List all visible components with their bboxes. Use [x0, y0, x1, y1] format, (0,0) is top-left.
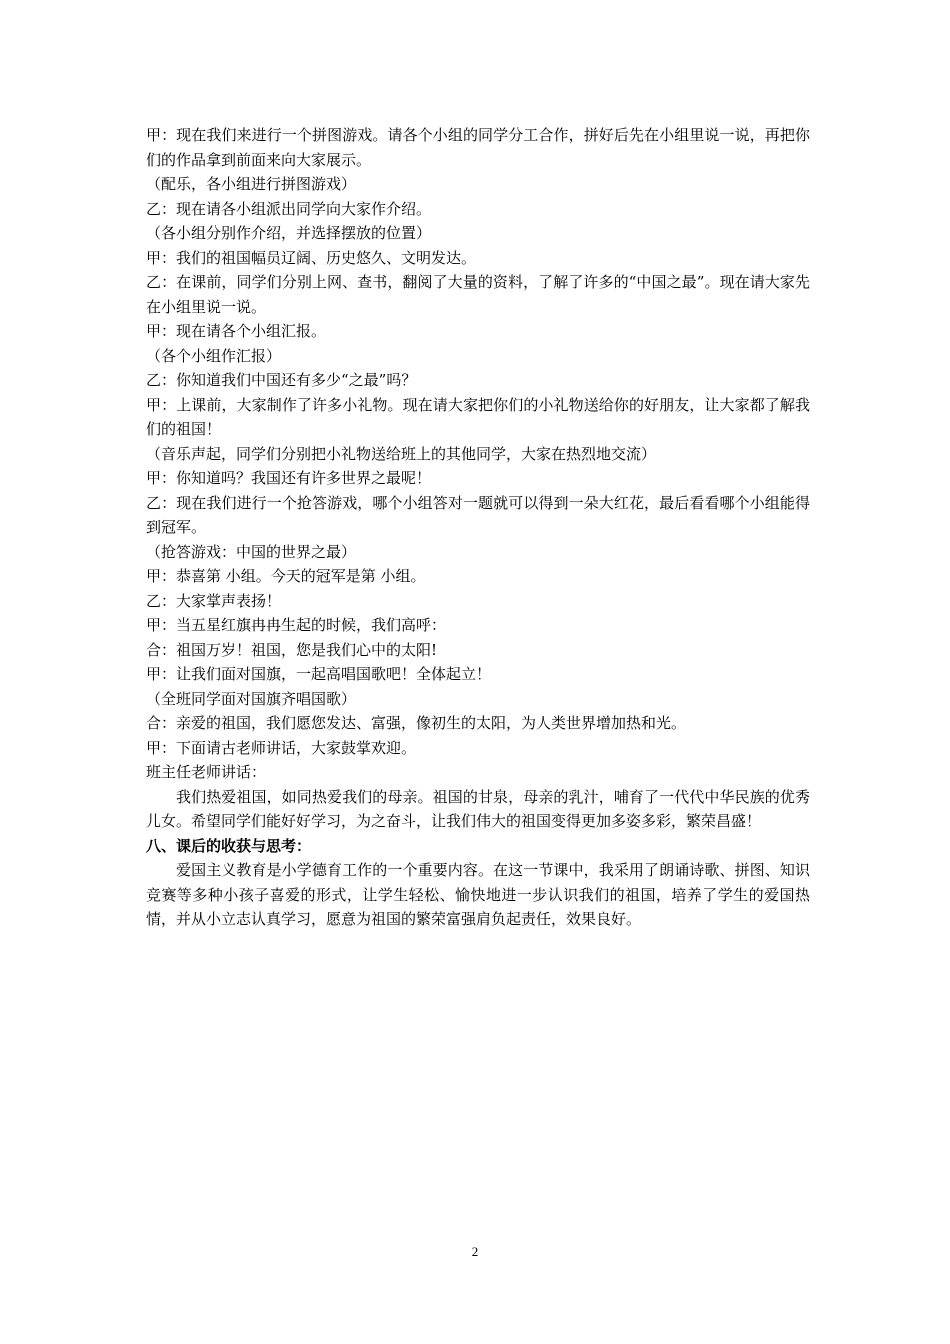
stage-direction: （配乐，各小组进行拼图游戏） — [146, 175, 357, 193]
dialogue-line: 甲：当五星红旗冉冉生起的时候，我们高呼： — [146, 616, 447, 634]
dialogue-line: 甲：我们的祖国幅员辽阔、历史悠久、文明发达。 — [146, 248, 477, 267]
dialogue-line: 合：亲爱的祖国，我们愿您发达、富强，像初生的太阳，为人类世界增加热和光。 — [146, 714, 687, 732]
dialogue-line: 合：祖国万岁！祖国，您是我们心中的太阳! — [146, 640, 438, 659]
teacher-speech-paragraph: 我们热爱祖国，如同热爱我们的母亲。祖国的甘泉，母亲的乳汁，哺育了一代代中华民族的优秀儿女。希望同学们能好好学习，为之奋斗，让我们伟大的祖国变得更加多姿多彩，繁荣昌盛！ — [146, 787, 810, 830]
dialogue-line: 甲：下面请古老师讲话，大家鼓掌欢迎。 — [146, 738, 417, 757]
reflection-paragraph: 爱国主义教育是小学德育工作的一个重要内容。在这一节课中，我采用了朗诵诗歌、拼图、知识竞赛等多种小孩子喜爱的形式，让学生轻松、愉快地进一步认识我们的祖国，培养了学生的爱国热情，并从小立志认真学习，愿意为祖国的繁荣富强肩负起责任，效果良好。 — [146, 861, 810, 928]
dialogue-line: 乙：你知道我们中国还有多少“之最”吗？ — [146, 371, 417, 389]
dialogue-line: 乙：现在请各小组派出同学向大家作介绍。 — [146, 199, 432, 218]
dialogue-line: 甲：让我们面对国旗，一起高唱国歌吧！全体起立！ — [146, 665, 492, 683]
stage-direction: （抢答游戏：中国的世界之最） — [146, 542, 357, 561]
stage-direction: （各小组分别作介绍，并选择摆放的位置） — [146, 224, 432, 242]
stage-direction: （全班同学面对国旗齐唱国歌） — [146, 689, 357, 708]
dialogue-line: 甲：恭喜第 小组。今天的冠军是第 小组。 — [146, 567, 426, 585]
dialogue-line: 甲：现在请各个小组汇报。 — [146, 322, 327, 340]
document-page — [146, 123, 810, 932]
dialogue-line: 甲：现在我们来进行一个拼图游戏。请各个小组的同学分工合作，拼好后先在小组里说一说，再把你们的作品拿到前面来向大家展示。 — [146, 126, 810, 169]
dialogue-line: 乙：大家掌声表扬！ — [146, 591, 282, 610]
dialogue-line: 甲：上课前，大家制作了许多小礼物。现在请大家把你们的小礼物送给你的好朋友，让大家都了解我们的祖国！ — [146, 395, 810, 438]
stage-direction: （各个小组作汇报） — [146, 346, 282, 365]
dialogue-line: 甲：你知道吗？我国还有许多世界之最呢！ — [146, 469, 432, 487]
page-number: 2 — [471, 1244, 479, 1259]
dialogue-line: 乙：在课前，同学们分别上网、查书，翻阅了大量的资料，了解了许多的“中国之最”。现在请大家先在小组里说一说。 — [146, 273, 810, 316]
stage-direction: （音乐声起，同学们分别把小礼物送给班上的其他同学，大家在热烈地交流） — [146, 444, 657, 463]
dialogue-line: 乙：现在我们进行一个抢答游戏，哪个小组答对一题就可以得到一朵大红花，最后看看哪个小组能得到冠军。 — [146, 493, 810, 536]
section-heading: 八、课后的收获与思考： — [146, 836, 312, 855]
dialogue-line: 班主任老师讲话： — [146, 763, 267, 781]
